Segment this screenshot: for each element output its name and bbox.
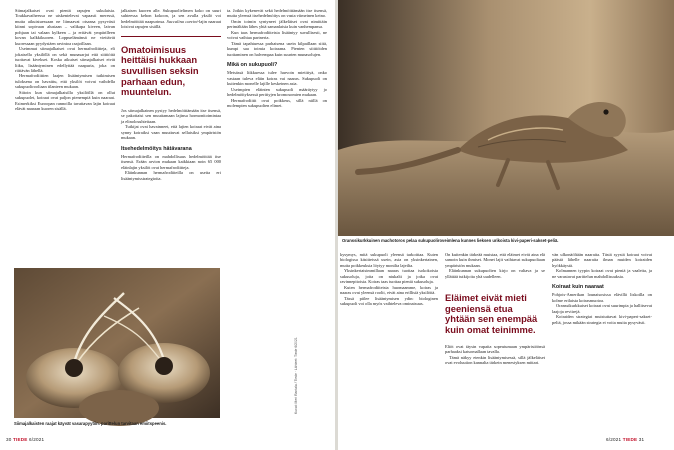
magazine-brand: TIEDE bbox=[622, 437, 638, 442]
paragraph: Eliöt ovat täysin vapaita sopeutumaan ympäristöönsä parhaaksi katsomallaan tavalla. bbox=[445, 343, 545, 355]
paragraph: Kun taas hermafrodiiteista lisääntyy suvullisesti, ne voivat vaihtaa partneria. bbox=[227, 29, 327, 41]
paragraph: Eläinkunnan hermafrodiiteilla on useita eri lisääntymisstrategioita. bbox=[121, 170, 221, 181]
issue-number: 6/2021 bbox=[29, 437, 45, 442]
right-page bbox=[294, 0, 674, 450]
subheading: Koiraat kuin naaraat bbox=[552, 284, 604, 291]
paragraph: Hermafrodiiteilla on mahdollisuus hedelmöittää itse itsensä. Erään arvion mukaan kaikkiaan noin 65 000 eläinlajin yksilöt ovat hermafrodiitteja. bbox=[121, 153, 221, 170]
paragraph: Jos siimajalkainen pystyy hedelmöittämään itse itsensä, se pakottaisi sen muuttamaan lajinsa hormonitoimintaa ja elinolosuhteitaan. bbox=[121, 107, 221, 124]
issue-number: 6/2021 bbox=[606, 437, 622, 442]
paragraph: Tässä piilee lisääntymisen ydin: biologinen sukupuoli voi olla myös vaihteleva ominaisuus. bbox=[340, 295, 438, 307]
left-footer bbox=[6, 437, 44, 442]
left-column-1 bbox=[15, 8, 115, 258]
paragraph: vän ulkonäöltään naaraita. Tästä syystä koiraat voivat päästä lähelle naaraita ilman muiden koiraiden hyökkäystä. bbox=[552, 252, 652, 268]
lizard-photo bbox=[338, 0, 674, 236]
paragraph: Hermafrodiittien laajen lisääntymisen tutkimisen tuloksena on havaittu, että yksilöt voivat vaihdella sukupuolirooliaan tilanteen mukaan. bbox=[15, 73, 115, 90]
photo-caption: Oranssikurkkuinen machotoros pelaa sukupuoliroveimlena kunnes lieksen urikoista kivi-paperi-sakset-peliä. bbox=[342, 238, 559, 243]
magazine-brand: TIEDE bbox=[13, 437, 28, 442]
right-footer bbox=[606, 437, 644, 442]
paragraph: Siimajalkaiset ovat pientä rapujen sukulaisia. Toukkavaiheessa ne uiskentelevat vapaasti meressä, mutta aikuistuessaan ne liimaavat otsansa pysyvästi kiinni sopivaan alustaan – valikapa kiveen, laivan pohjaan tai valaan kylkeen – ja eritävät ympärilleen kovan kalkkikuoren. Loppuelämänsä ne viettävät kuoressaan pyydystäen ravintoa raajoillaan. bbox=[15, 8, 115, 46]
paragraph: Yksinkertaisimmillaan naaras tuottaa isokokoisia sukusoluja, joita on niukalti ja jotka ovat ravinnepitoisia. Koiras taas tuottaa pieniä sukusoluja. bbox=[340, 268, 438, 285]
paragraph bbox=[121, 8, 221, 30]
left-page bbox=[0, 0, 335, 450]
photo-caption: Siimajalkaisten raajat käyvät vasarapyytiin. parittelun tarvitaan emiitspeenis. bbox=[14, 421, 167, 426]
paragraph: Metsässä liikkuessa tulee harvoin mietittyä, onko vastaan tuleva eläin koiras vai naaras. Sukupuoli on kuitenkin monelle lajille keskeinen asia. bbox=[227, 70, 327, 87]
paragraph: Tutkijat ovat havainneet, että lajien koiraat eivät aina synny koiraiksi vaan muuttuvat sellaisiksi ympäristön mukaan. bbox=[121, 124, 221, 141]
barnacle-photo bbox=[14, 268, 220, 418]
paragraph: Pohjois-Amerikan lounaisosissa elävillä liskoilla on kolme erilaista koirasmuotoa. bbox=[552, 292, 652, 303]
right-column-3 bbox=[552, 252, 652, 432]
pull-quote: Eläimet eivät mieti geeniensä etua yhtään sen enempää kuin omat teinimme. bbox=[445, 292, 538, 336]
paragraph: kysymys, mitä sukupuoli yleensä tarkoittaa. Kuten biologissa käsitteissä usein, asia on yksinkertainen, mutta poikkeuksia löytyy monilta lajeilta. bbox=[340, 252, 438, 268]
species-name: Saccalina carcini bbox=[166, 18, 198, 24]
paragraph: Useimmat siimajalkaiset ovat hermafrodiitteja, eli jokaisella yksilöllä on sekä munasarjat että siittiöitä tuottavat kivekset. Koska aikuiset siimajalkaiset eivät liiku, lisääntyminen edellyttää naapuria, joka on riittävän lähellä. bbox=[15, 46, 115, 73]
page-number: 31 bbox=[638, 437, 645, 442]
left-column-3 bbox=[227, 8, 327, 428]
paragraph: Eläinkunnan sukupuolten kirjo on valtava ja se yllättää tutkijoita yhä uudelleen. bbox=[445, 268, 545, 279]
subheading: Itsehedelmöitys hätävarana bbox=[121, 145, 192, 152]
photo-credit: Kuvat: Meri Rantala / Tiede · Lähteet: Tiede 6/2021 bbox=[294, 337, 298, 414]
paragraph: Omin toimin syntyneet jälkeläiset ovat nimittäin perimältään lähes yhtä samanlaisia kuin vanhempansa. bbox=[227, 18, 327, 30]
paragraph: Tämä tapahtuessa parhaisena usein kilpaillaan siitä, kumpi saa toimia koiraana. Pienten siittiöiden tuottaminen on halvempaa kuin suurten munasolujen. bbox=[227, 40, 327, 57]
paragraph: ta. Jotkin kykenevät sekä hedelmöittämään itse itsensä, mutta yleensä itsehedelmöitys on vasta viimeinen keino. bbox=[227, 8, 327, 19]
pull-quote: Omatoimisuus heittäisi hukkaan suvullisen seksin parhaan edun, muuntelun. bbox=[121, 36, 221, 108]
right-column-1 bbox=[340, 252, 438, 432]
page-number: 30 bbox=[6, 437, 12, 442]
paragraph: Koiraiden strategiat muistuttavat kivi-paperi-sakset-peliä, jossa mikään strategia ei voita muita pysyvästi. bbox=[552, 314, 652, 325]
paragraph: Hermafrodiitit ovat poikkeus, sillä niillä on molempien sukupuolten elimet. bbox=[227, 97, 327, 108]
paragraph-text: jalkaisen kuoren alle. Sukupuolielimen koko on suuri suhteessa kehon kokoon, ja sen avulla yksilö voi hedelmöittää naapurinsa. bbox=[121, 8, 221, 24]
paragraph: Useimpien eläinten sukupuoli määräytyy jo hedelmöityksessä perittyjen kromosomien mukaan. bbox=[227, 86, 327, 98]
right-column-2 bbox=[445, 252, 545, 432]
paragraph: Kuten hermafrodiiteista huomaamme, koiras ja naaras ovat yleensä roolit, eivät aina erillisiä yksilöitä. bbox=[340, 284, 438, 296]
subheading: Mikä on sukupuoli? bbox=[227, 62, 278, 69]
paragraph-text: -lajin naaraat loisivat rapujen sisällä. bbox=[121, 18, 222, 30]
paragraph: Oranssikurkkuiset koiraat ovat suurimpia ja hallitsevat laajoja reviirejä. bbox=[552, 303, 652, 314]
paragraph: On kuitenkin tärkeää muistaa, että eläimet eivät aina elä samoin kuin ihmiset. Monet lajit vaihtavat sukupuoltaan ympäristön mukaan. bbox=[445, 252, 545, 268]
paragraph: Siitoin kun siimajalkaisilla yksilöillä on ollut sukupuolet, koiraat ovat paljon pienempiä kuin naaraat. Esimerkiksi Euroopan rannoilla tavattavan lajin koiraat elävät naaraan kuoren sisällä. bbox=[15, 89, 115, 112]
paragraph: Kolmannen tyypin koiraat ovat pieniä ja vaaleita, ja ne varastavat parittelun mahdollisuuksia. bbox=[552, 268, 652, 279]
paragraph: Tämä näkyy etenkin lisääntymisessä, sillä jälkeläiset ovat evoluution kannalta tärkein menestyksen mittari. bbox=[445, 354, 545, 365]
